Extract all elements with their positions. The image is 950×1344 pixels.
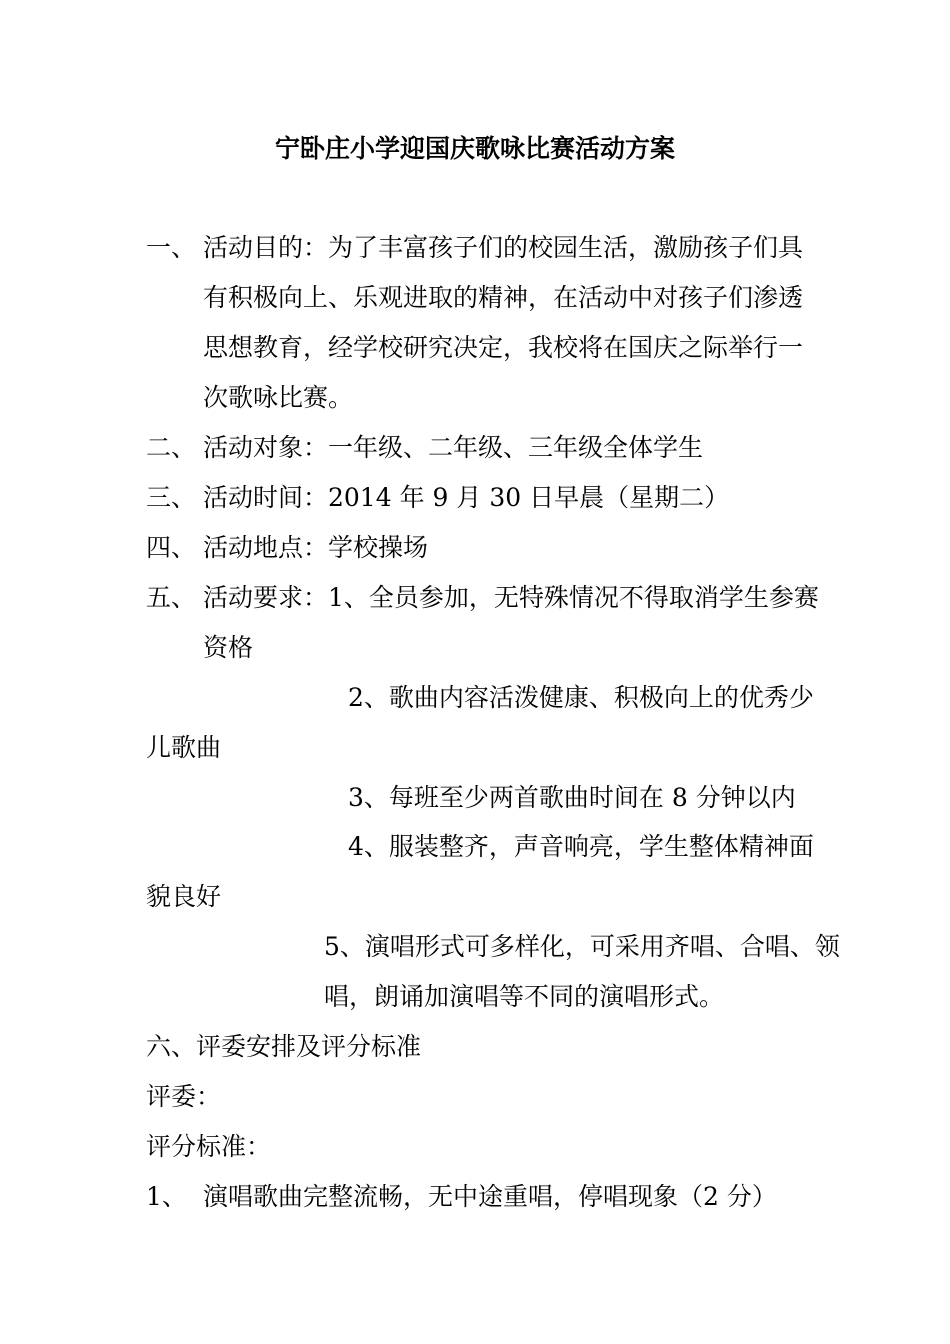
section-4-line-1: 活动地点：学校操场 (203, 533, 429, 562)
section-5-line-1: 活动要求：1、全员参加，无特殊情况不得取消学生参赛 (203, 583, 819, 612)
requirement-2-line-2: 儿歌曲 (146, 733, 222, 762)
section-5-number: 五、 (146, 583, 197, 612)
section-1-line-1: 活动目的：为了丰富孩子们的校园生活，激励孩子们具 (203, 233, 804, 262)
requirement-5-line-2: 唱，朗诵加演唱等不同的演唱形式。 (324, 982, 725, 1011)
section-2-line-1: 活动对象：一年级、二年级、三年级全体学生 (203, 433, 704, 462)
scoring-item-1-number: 1、 (146, 1182, 187, 1211)
section-1-line-2: 有积极向上、乐观进取的精神，在活动中对孩子们渗透 (203, 283, 804, 312)
requirement-2-line-1: 2、歌曲内容活泼健康、积极向上的优秀少 (348, 683, 814, 712)
judges-label: 评委： (146, 1082, 222, 1111)
scoring-item-1-text: 演唱歌曲完整流畅，无中途重唱，停唱现象（2 分） (203, 1182, 777, 1211)
scoring-label: 评分标准： (146, 1132, 272, 1161)
requirement-4-line-1: 4、服装整齐，声音响亮，学生整体精神面 (348, 832, 814, 861)
section-2-number: 二、 (146, 433, 197, 462)
requirement-3-line-1: 3、每班至少两首歌曲时间在 8 分钟以内 (348, 783, 796, 812)
section-3-line-1: 活动时间：2014 年 9 月 30 日早晨（星期二） (203, 483, 730, 512)
section-1-number: 一、 (146, 233, 197, 262)
section-6-heading: 六、评委安排及评分标准 (146, 1032, 422, 1061)
section-1-line-3: 思想教育，经学校研究决定，我校将在国庆之际举行一 (203, 333, 804, 362)
section-1-line-4: 次歌咏比赛。 (203, 383, 354, 412)
requirement-4-line-2: 貌良好 (146, 882, 222, 911)
section-4-number: 四、 (146, 533, 197, 562)
section-5-line-2: 资格 (203, 633, 254, 662)
document-title: 宁卧庄小学迎国庆歌咏比赛活动方案 (274, 134, 675, 163)
requirement-5-line-1: 5、演唱形式可多样化，可采用齐唱、合唱、领 (324, 932, 840, 961)
section-3-number: 三、 (146, 483, 197, 512)
